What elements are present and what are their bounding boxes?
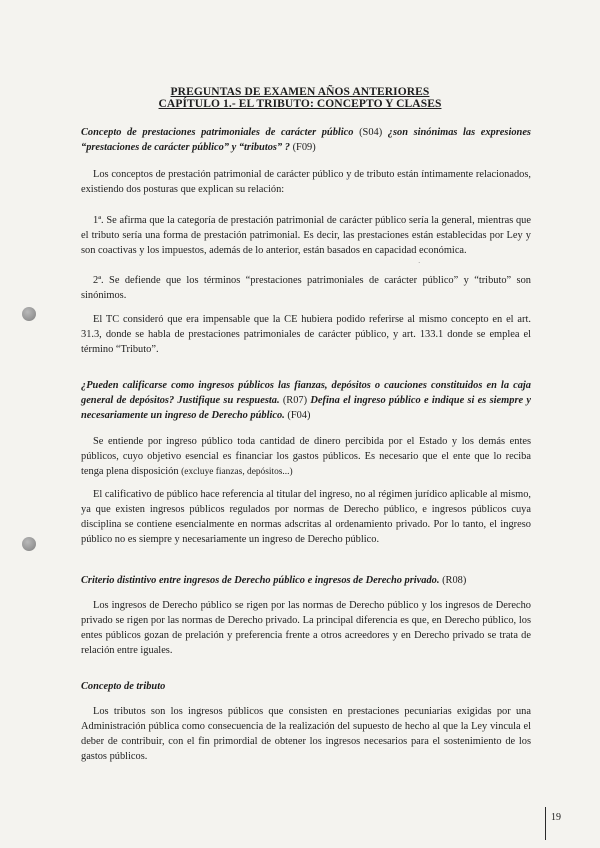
question-4-text: Concepto de tributo [81,681,166,692]
exam-questions-heading: PREGUNTAS DE EXAMEN AÑOS ANTERIORES [170,86,430,98]
question-3 [81,573,531,588]
question-2-ref-b: (F04) [287,410,311,421]
question-1 [81,125,531,155]
paragraph-1-1: Los conceptos de prestación patrimonial de carácter público y de tributo están íntimamente relacionados, existiendo dos posturas que explican su relación: [81,169,531,195]
question-1-part-b: ¿son sinónimas las expresiones “prestaciones de carácter público” y “tributos” ? [81,127,531,153]
question-2 [81,378,531,423]
paragraph-1-3: 2ª. Se defiende que los términos “prestaciones patrimoniales de carácter público” y “tributo” son sinónimos. [81,275,531,301]
page-number-rule [545,807,546,840]
paragraph-2-1-text: Se entiende por ingreso público toda cantidad de dinero percibida por el Estado y los demás entes públicos, cuyo objetivo esencial es financiar los gastos públicos. Es necesario que el ente que lo reciba tenga plena disposición [81,436,531,477]
question-4 [81,679,531,694]
question-2-ref-a: (R07) [282,395,308,406]
question-1-ref-a: (S04) [359,127,383,138]
question-3-text: Criterio distintivo entre ingresos de Derecho público e ingresos de Derecho privado. [81,575,440,586]
question-2-part-a: ¿Pueden calificarse como ingresos públicos las fianzas, depósitos o cauciones constituidos en la caja general de depósitos? Justifique su respuesta. [81,380,531,406]
question-3-ref: (R08) [442,575,467,586]
question-1-ref-b: (F09) [292,142,316,153]
paragraph-1-4: El TC consideró que era impensable que la CE hubiera podido referirse al mismo concepto en el art. 31.3, donde se habla de prestaciones patrimoniales de carácter público, y art. 133.1 donde se emplea el término “Tributo”. [81,314,531,355]
chapter-heading: CAPÍTULO 1.- EL TRIBUTO: CONCEPTO Y CLASES [158,98,442,110]
question-2-part-b: Defina el ingreso público e indique si es siempre y necesariamente un ingreso de Derecho público. [81,395,531,421]
binder-hole-bottom [22,537,36,551]
paragraph-3-1: Los ingresos de Derecho público se rigen por las normas de Derecho público y los ingresos de Derecho privado se rigen por las normas de Derecho privado. La principal diferencia es que, en Derecho público, los entes públicos gozan de prelación y preferencia frente a otros acreedores y en Derecho privado se trata de relación entre iguales. [81,600,531,656]
question-1-part-a: Concepto de prestaciones patrimoniales de carácter público [81,127,354,138]
paragraph-2-1-note: (excluye fianzas, depósitos...) [181,467,293,477]
paragraph-4-1: Los tributos son los ingresos públicos que consisten en prestaciones pecuniarias exigidas por una Administración pública como consecuencia de la realización del supuesto de hecho al que la Ley vincula el deber de contribuir, con el fin primordial de obtener los ingresos necesarios para el sostenimiento de los gastos públicos. [81,706,531,762]
scan-mark: · [418,259,421,267]
paragraph-1-2: 1ª. Se afirma que la categoría de prestación patrimonial de carácter público sería la general, mientras que el tributo sería una forma de prestación patrimonial. Es decir, las prestaciones están establecidas por Ley y son coactivas y los impuestos, además de lo anterior, están basados en capacidad económica. [81,215,531,256]
page-number: 19 [551,812,561,823]
paragraph-2-2: El calificativo de público hace referencia al titular del ingreso, no al régimen jurídico aplicable al mismo, ya que existen ingresos públicos regulados por normas de Derecho público, e ingresos públicos cuya disciplina se contiene esencialmente en normas adscritas al ordenamiento privado. Por lo tanto, el ingreso público no es siempre y necesariamente un ingreso de Derecho público. [81,489,531,545]
binder-hole-top [22,307,36,321]
paragraph-2-1 [81,434,531,480]
